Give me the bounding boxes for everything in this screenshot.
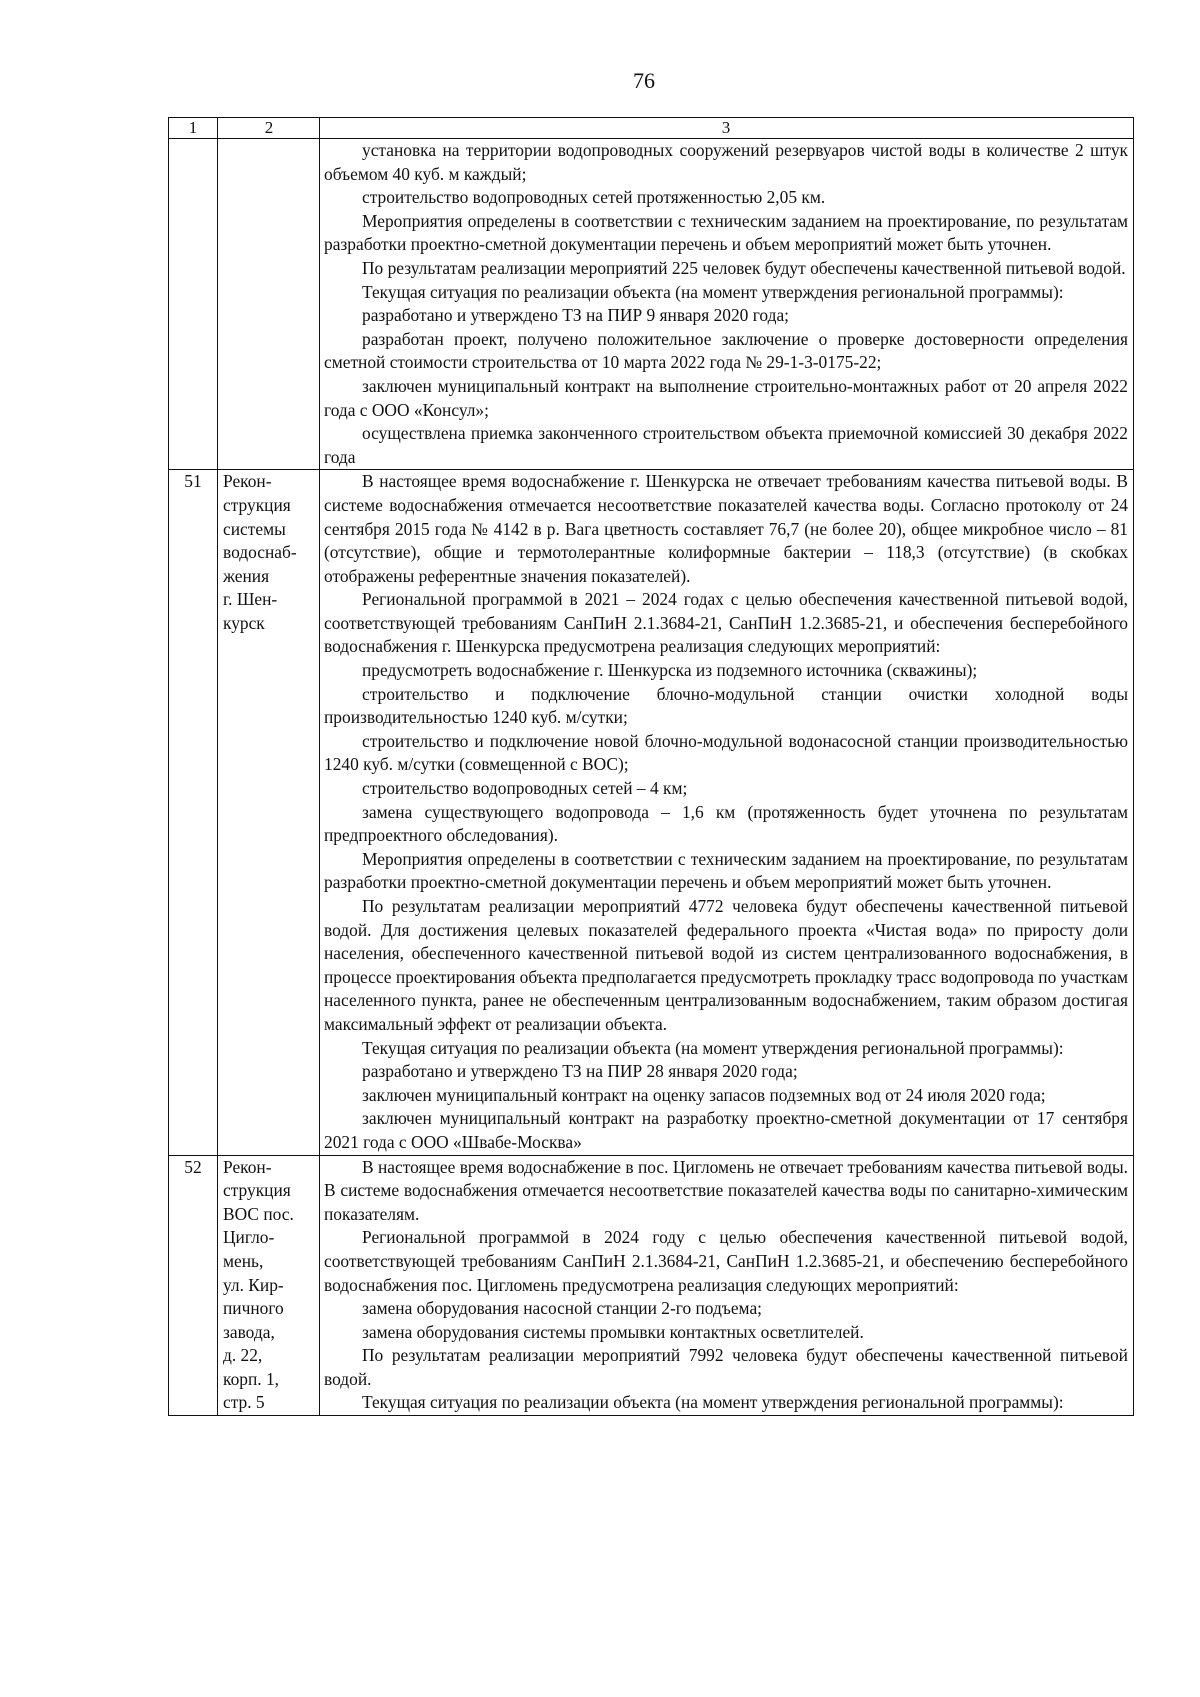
row-description-cell <box>320 1155 1134 1416</box>
paragraph: заключен муниципальный контракт на оценку запасов подземных вод от 24 июля 2020 года; <box>362 1084 1046 1105</box>
paragraph: разработано и утверждено ТЗ на ПИР 9 января 2020 года; <box>362 305 790 326</box>
paragraph: По результатам реализации мероприятий 4772 человека будут обеспечены качественной питьевой водой. Для достижения целевых показателей федерального проекта «Чистая вода» по приросту доли населения, обеспеченного качественной питьевой водой из систем централизованного водоснабжения, в процессе проектирования объекта предполагается предусмотреть прокладку трасс водопровода по участкам населенного пункта, ранее не обеспеченным централизованным водоснабжением, таким образом достигая максимальный эффект от реализации объекта. <box>324 896 1129 1034</box>
object-name-line: г. Шен- <box>223 589 278 610</box>
row-name-cell <box>218 470 320 1155</box>
row-number-cell: 52 <box>169 1155 218 1416</box>
paragraph: В настоящее время водоснабжение в пос. Цигломень не отвечает требованиям качества питьевой воды. В системе водоснабжения отмечается несоответствие показателей качества воды по санитарно-химическим показателям. <box>324 1156 1128 1224</box>
paragraph: установка на территории водопроводных сооружений резервуаров чистой воды в количестве 2 штук объемом 40 куб. м каждый; <box>324 140 1128 184</box>
object-name-line: Рекон- <box>223 471 272 492</box>
object-name-line: Рекон- <box>223 1156 272 1177</box>
page-number: 76 <box>633 68 655 93</box>
paragraph: По результатам реализации мероприятий 7992 человека будут обеспечены качественной питьевой водой. <box>324 1345 1128 1389</box>
paragraph: строительство водопроводных сетей протяженностью 2,05 км. <box>362 187 826 208</box>
header-col-1: 1 <box>169 118 218 139</box>
object-name-line: д. 22, <box>223 1345 263 1366</box>
paragraph: строительство и подключение новой блочно-модульной водонасосной станции производительностью 1240 куб. м/сутки (совмещенной с ВОС); <box>324 730 1128 775</box>
row-description-cell <box>320 470 1134 1155</box>
paragraph: предусмотреть водоснабжение г. Шенкурска из подземного источника (скважины); <box>362 660 978 681</box>
paragraph: разработано и утверждено ТЗ на ПИР 28 января 2020 года; <box>362 1061 798 1082</box>
paragraph: строительство водопроводных сетей – 4 км; <box>362 778 688 799</box>
paragraph: В настоящее время водоснабжение г. Шенкурска не отвечает требованиям качества питьевой воды. В системе водоснабжения отмечается несоответствие показателей качества воды. Согласно протоколу от 24 сентября 2015 года № 4142 в р. Вага цветность составляет 76,7 (не более 20), общее микробное число – 81 (отсутствие), общие и термотолерантные колиформные бактерии – 118,3 (отсутствие) (в скобках отображены референтные значения показателей). <box>324 471 1128 586</box>
object-name-line: Цигло- <box>223 1227 275 1248</box>
header-col-2: 2 <box>218 118 320 139</box>
paragraph: Региональной программой в 2021 – 2024 годах с целью обеспечения качественной питьевой водой, соответствующей требованиям СанПиН 2.1.3684-21, СанПиН 1.2.3685-21, и обеспечения бесперебойного водоснабжения г. Шенкурска предусмотрена реализация следующих мероприятий: <box>324 589 1128 657</box>
row-number-cell <box>169 139 218 470</box>
row-name-cell <box>218 139 320 470</box>
object-name-line: курск <box>223 612 265 633</box>
object-name-line: струкция <box>223 1180 291 1201</box>
object-name-line: системы <box>223 518 286 539</box>
paragraph: Мероприятия определены в соответствии с техническим заданием на проектирование, по результатам разработки проектно-сметной документации перечень и объем мероприятий может быть уточнен. <box>324 848 1128 893</box>
paragraph: замена оборудования насосной станции 2-го подъема; <box>362 1298 762 1319</box>
row-description-cell <box>320 139 1134 470</box>
paragraph: Текущая ситуация по реализации объекта (на момент утверждения региональной программы): <box>362 281 1064 302</box>
object-name-line: стр. 5 <box>223 1392 265 1413</box>
object-name-line: пичного <box>223 1298 284 1319</box>
paragraph: Текущая ситуация по реализации объекта (на момент утверждения региональной программы): <box>362 1037 1064 1058</box>
object-name-line: мень, <box>223 1250 264 1271</box>
object-name-line: жения <box>223 565 270 586</box>
paragraph: Мероприятия определены в соответствии с техническим заданием на проектирование, по результатам разработки проектно-сметной документации перечень и объем мероприятий может быть уточнен. <box>324 210 1128 255</box>
object-name-line: ВОС пос. <box>223 1203 294 1224</box>
row-number-cell: 51 <box>169 470 218 1155</box>
paragraph: По результатам реализации мероприятий 225 человек будут обеспечены качественной питьевой водой. <box>362 257 1126 278</box>
paragraph: Текущая ситуация по реализации объекта (на момент утверждения региональной программы): <box>362 1392 1064 1413</box>
paragraph: разработан проект, получено положительное заключение о проверке достоверности определения сметной стоимости строительства от 10 марта 2022 года № 29-1-3-0175-22; <box>324 328 1128 373</box>
paragraph: строительство и подключение блочно-модульной станции очистки холодной воды производительностью 1240 куб. м/сутки; <box>324 683 1128 728</box>
paragraph: замена оборудования системы промывки контактных осветлителей. <box>362 1321 864 1342</box>
paragraph: замена существующего водопровода – 1,6 км (протяженность будет уточнена по результатам предпроектного обследования). <box>324 801 1128 846</box>
paragraph: заключен муниципальный контракт на выполнение строительно-монтажных работ от 20 апреля 2022 года с ООО «Консул»; <box>324 375 1128 420</box>
table-row-52 <box>169 1155 1134 1416</box>
object-name-line: завода, <box>223 1321 275 1342</box>
table-row-51 <box>169 470 1134 1155</box>
paragraph: заключен муниципальный контракт на разработку проектно-сметной документации от 17 сентября 2021 года с ООО «Швабе-Москва» <box>324 1108 1128 1152</box>
paragraph: осуществлена приемка законченного строительством объекта приемочной комиссией 30 декабря 2022 года <box>324 423 1128 467</box>
object-name-line: водоснаб- <box>223 542 297 563</box>
object-name-line: струкция <box>223 494 291 515</box>
paragraph: Региональной программой в 2024 году с целью обеспечения качественной питьевой водой, соответствующей требованиям СанПиН 2.1.3684-21, СанПиН 1.2.3685-21, и обеспечению бесперебойного водоснабжения пос. Цигломень предусмотрена реализация следующих мероприятий: <box>324 1227 1128 1295</box>
object-name-line: ул. Кир- <box>223 1274 284 1295</box>
object-name-line: корп. 1, <box>223 1368 280 1389</box>
header-col-3: 3 <box>320 118 1134 139</box>
table-header-row <box>169 118 1134 139</box>
table-row-continuation <box>169 139 1134 470</box>
document-table <box>168 117 1134 1416</box>
row-name-cell <box>218 1155 320 1416</box>
